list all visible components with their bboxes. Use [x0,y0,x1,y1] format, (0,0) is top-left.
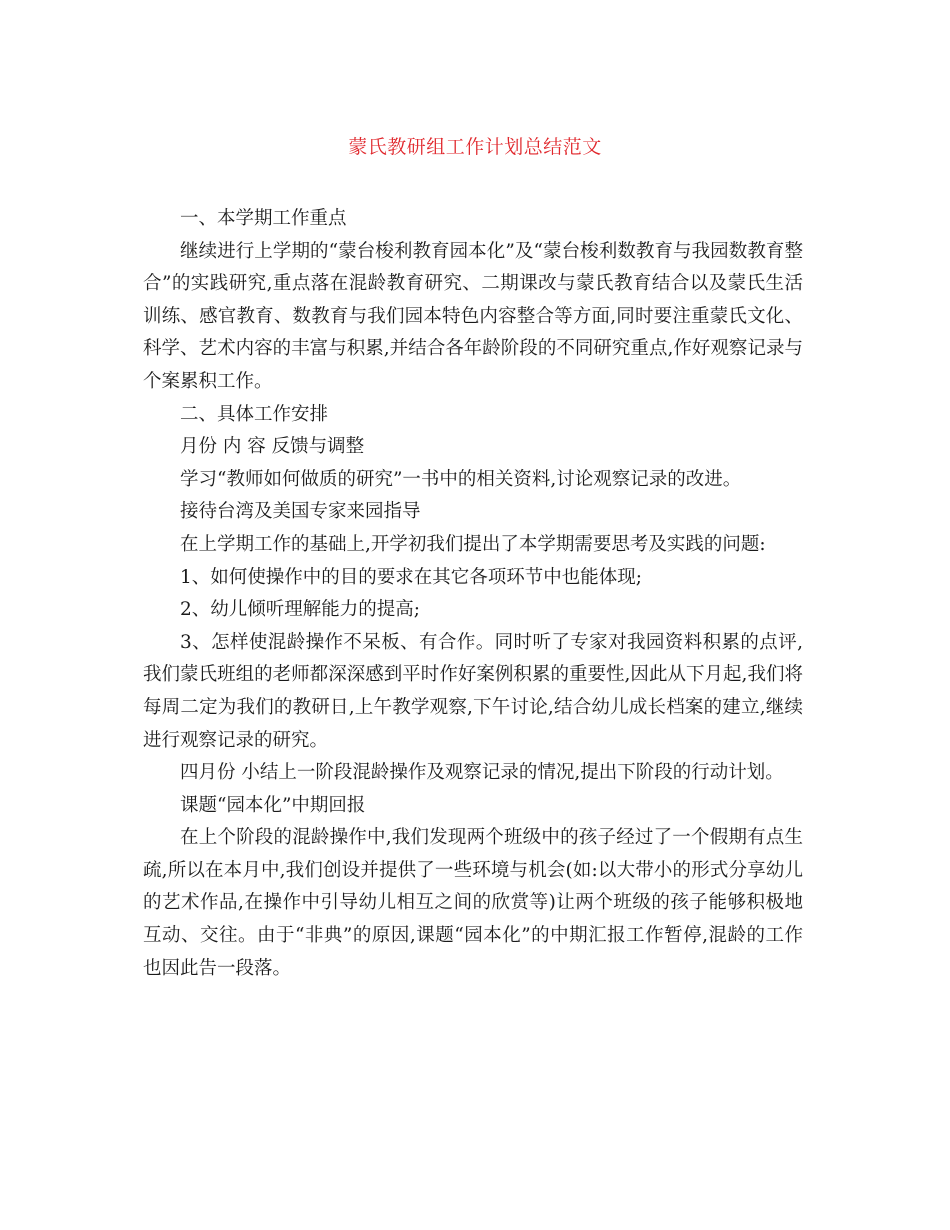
paragraph-table-header: 月份 内 容 反馈与调整 [180,436,365,458]
document-title: 蒙氏教研组工作计划总结范文 [348,136,602,158]
paragraph-study: 学习“教师如何做质的研究”一书中的相关资料,讨论观察记录的改进。 [180,468,742,490]
paragraph-work-focus: 继续进行上学期的“蒙台梭利教育园本化”及“蒙台梭利数教育与我园数教育整合”的实践研究,重点落在混龄教育研究、二期课改与蒙氏教育结合以及蒙氏生活训练、感官教育、数教育与我们园本特色内容整合等方面,同时要注重蒙氏文化、科学、艺术内容的丰富与积累,并结合各年龄阶段的不同研究重点,作好观察记录与个案累积工作。 [143,240,803,392]
paragraph-mixed-age: 在上个阶段的混龄操作中,我们发现两个班级中的孩子经过了一个假期有点生疏,所以在本月中,我们创设并提供了一些环境与机会(如:以大带小的形式分享幼儿的艺术作品,在操作中引导幼儿相互之间的欣赏等)让两个班级的孩子能够积极地互动、交往。由于“非典”的原因,课题“园本化”的中期汇报工作暂停,混龄的工作也因此告一段落。 [143,827,803,979]
list-item-1: 1、如何使操作中的目的要求在其它各项环节中也能体现; [180,566,643,588]
list-item-3: 3、怎样使混龄操作不呆板、有合作。同时听了专家对我园资料积累的点评,我们蒙氏班组的老师都深深感到平时作好案例积累的重要性,因此从下月起,我们将每周二定为我们的教研日,上午教学观察,下午讨论,结合幼儿成长档案的建立,继续进行观察记录的研究。 [143,631,803,751]
paragraph-experts: 接待台湾及美国专家来园指导 [180,501,421,523]
paragraph-april: 四月份 小结上一阶段混龄操作及观察记录的情况,提出下阶段的行动计划。 [180,762,784,784]
paragraph-midterm-report: 课题“园本化”中期回报 [180,794,366,816]
document-body [143,203,803,985]
section-heading-work-focus: 一、本学期工作重点 [180,208,347,229]
section-heading-arrangement: 二、具体工作安排 [180,403,329,425]
list-item-2: 2、幼儿倾听理解能力的提高; [180,599,421,621]
paragraph-questions-intro: 在上学期工作的基础上,开学初我们提出了本学期需要思考及实践的问题: [180,533,766,555]
